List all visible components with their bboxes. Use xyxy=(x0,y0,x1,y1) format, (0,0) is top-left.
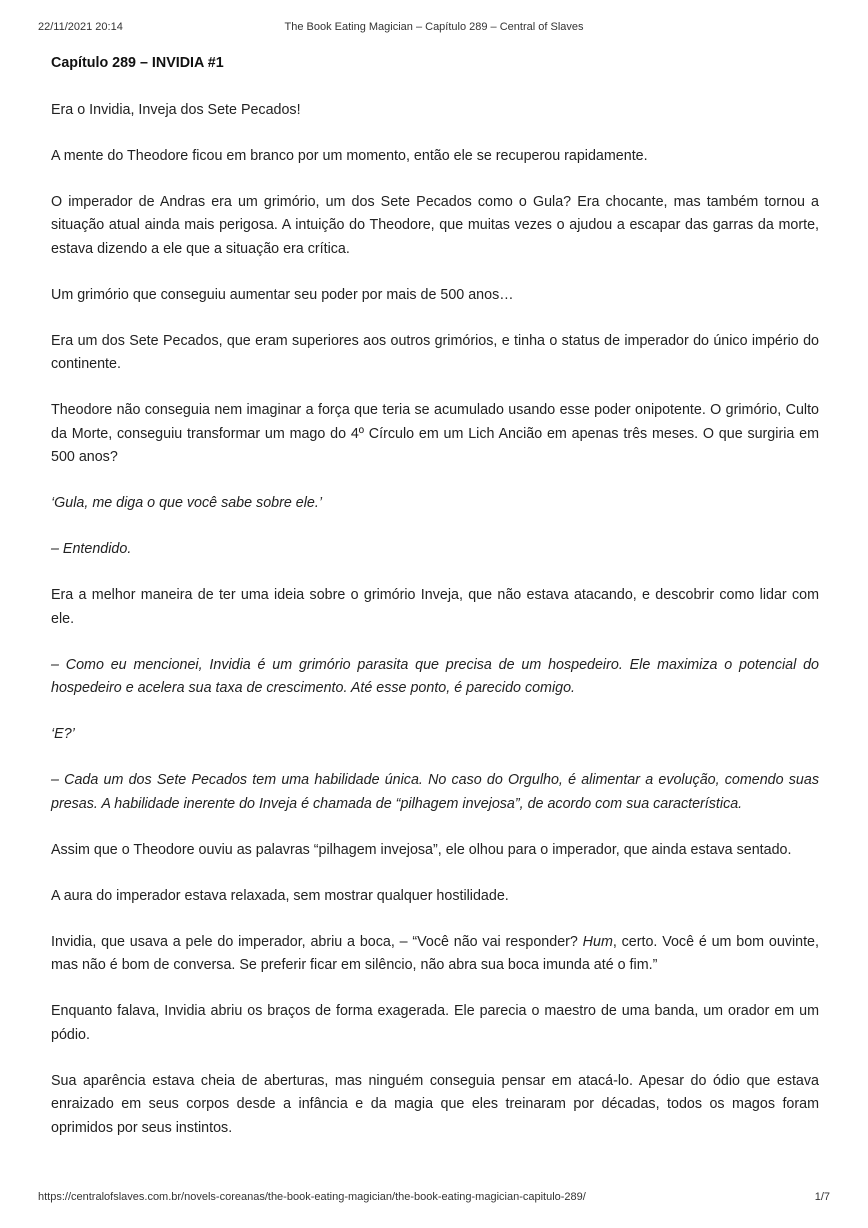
paragraph-mixed xyxy=(51,931,819,978)
page-number: 1/7 xyxy=(814,1191,830,1203)
paragraph: A aura do imperador estava relaxada, sem mostrar qualquer hostilidade. xyxy=(51,887,509,904)
paragraph-dialogue: – Entendido. xyxy=(51,541,132,557)
paragraph: Era o Invidia, Inveja dos Sete Pecados! xyxy=(51,101,301,118)
paragraph: O imperador de Andras era um grimório, um dos Sete Pecados como o Gula? Era chocante, mas também tornou a situação atual ainda mais perigosa. A intuição do Theodore, que muitas vezes o ajudou a escapar das garras da morte, estava dizendo a ele que a situação era crítica. xyxy=(51,193,819,257)
paragraph: Era um dos Sete Pecados, que eram superiores aos outros grimórios, e tinha o status de imperador do único império do continente. xyxy=(51,332,819,372)
paragraph-dialogue: – Como eu mencionei, Invidia é um grimório parasita que precisa de um hospedeiro. Ele maximiza o potencial do hospedeiro e acelera sua taxa de crescimento. Até esse ponto, é parecido comigo. xyxy=(51,656,819,696)
paragraph-part: Invidia, que usava a pele do imperador, abriu a boca, – “Você não vai responder? xyxy=(51,933,583,950)
print-datetime: 22/11/2021 20:14 xyxy=(38,21,123,33)
chapter-content xyxy=(51,52,819,1140)
print-source-url: https://centralofslaves.com.br/novels-coreanas/the-book-eating-magician/the-book-eating-magician-capitulo-289/ xyxy=(38,1191,586,1203)
paragraph-dialogue: – Cada um dos Sete Pecados tem uma habilidade única. No caso do Orgulho, é alimentar a evolução, comendo suas presas. A habilidade inerente do Inveja é chamada de “pilhagem invejosa”, de acordo com sua característica. xyxy=(51,772,819,812)
paragraph: Assim que o Theodore ouviu as palavras “pilhagem invejosa”, ele olhou para o imperador, que ainda estava sentado. xyxy=(51,841,792,858)
paragraph-italic-word: Hum xyxy=(582,933,613,950)
paragraph: Um grimório que conseguiu aumentar seu poder por mais de 500 anos… xyxy=(51,286,514,303)
paragraph: A mente do Theodore ficou em branco por um momento, então ele se recuperou rapidamente. xyxy=(51,147,648,164)
paragraph-thought: ‘Gula, me diga o que você sabe sobre ele.’ xyxy=(51,495,323,511)
paragraph: Enquanto falava, Invidia abriu os braços de forma exagerada. Ele parecia o maestro de uma banda, um orador em um pódio. xyxy=(51,1003,819,1043)
paragraph: Theodore não conseguia nem imaginar a força que teria se acumulado usando esse poder onipotente. O grimório, Culto da Morte, conseguiu transformar um mago do 4º Círculo em um Lich Ancião em apenas três meses. O que surgiria em 500 anos? xyxy=(51,402,819,465)
paragraph: Sua aparência estava cheia de aberturas, mas ninguém conseguia pensar em atacá-lo. Apesar do ódio que estava enraizado em seus corpos desde a infância e da magia que eles treinaram por décadas, todos os magos foram oprimidos por seus instintos. xyxy=(51,1072,819,1136)
paragraph-thought: ‘E?’ xyxy=(51,726,75,742)
print-document-title: The Book Eating Magician – Capítulo 289 – Central of Slaves xyxy=(284,21,584,33)
paragraph-part: , certo. Você é um bom ouvinte, mas não é bom de conversa. Se preferir ficar em silêncio, não abra sua boca imunda até o fim.” xyxy=(51,933,819,973)
paragraph: Era a melhor maneira de ter uma ideia sobre o grimório Inveja, que não estava atacando, e descobrir como lidar com ele. xyxy=(51,587,819,627)
chapter-title: Capítulo 289 – INVIDIA #1 xyxy=(51,55,224,71)
